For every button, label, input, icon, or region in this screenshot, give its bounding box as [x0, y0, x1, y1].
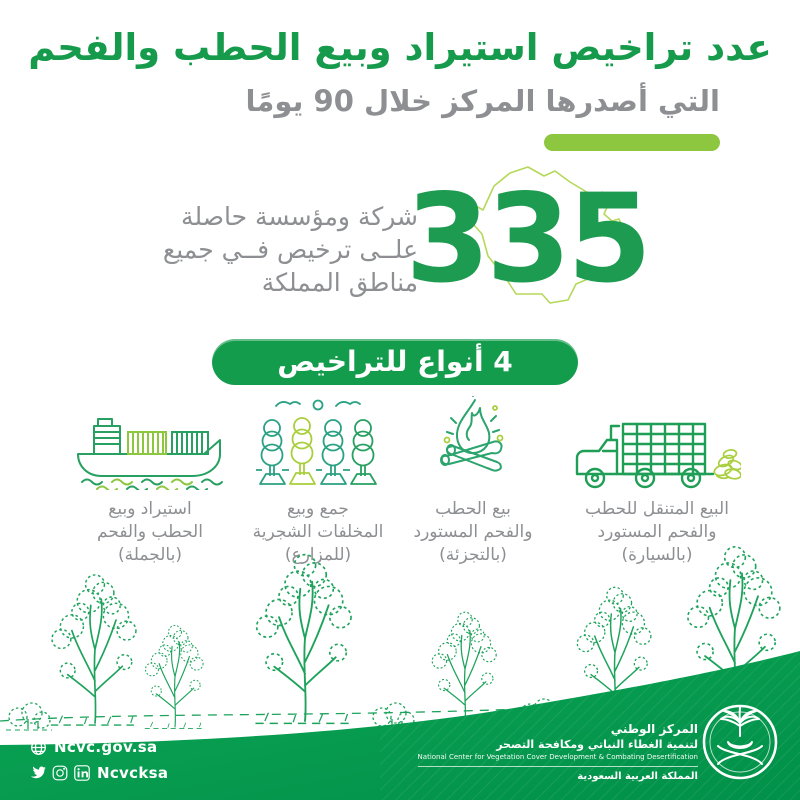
instagram-icon: [52, 765, 68, 781]
cargo-ship-icon: [70, 414, 230, 490]
footer-org-block: [418, 722, 698, 782]
pickup-truck-icon: [573, 418, 741, 490]
campfire-icon: [423, 396, 523, 490]
title-underline-bar: [544, 134, 720, 151]
org-country: المملكة العربية السعودية: [577, 771, 698, 782]
stat-description-line: علــى ترخيص فــي جميع: [162, 235, 418, 264]
linkedin-icon: [74, 765, 90, 781]
license-type-label: استيراد وبيع الحطب والفحم (بالجملة): [97, 499, 203, 565]
license-types-banner: 4 أنواع للتراخيص: [212, 339, 578, 385]
stat-description-line: شركة ومؤسسة حاصلة: [181, 202, 418, 231]
org-name-ar: لتنمية الغطاء النباتي ومكافحة التصحر: [496, 738, 698, 751]
stat-description: [163, 200, 418, 299]
org-name-ar: المركز الوطني: [610, 722, 698, 736]
social-handle: Ncvcksa: [97, 764, 169, 782]
org-name-en: National Center for Vegetation Cover Development & Combating Desertification: [417, 753, 698, 761]
footer-contact: [30, 734, 168, 786]
website-url: Ncvc.gov.sa: [54, 738, 158, 756]
license-type-wholesale: [40, 396, 260, 567]
twitter-icon: [30, 765, 46, 781]
license-type-farm-waste: [240, 396, 396, 567]
stat-value: 335: [405, 168, 648, 310]
license-type-mobile: [552, 396, 762, 567]
license-type-label: بيع الحطب والفحم المستورد (بالتجزئة): [413, 499, 533, 565]
stat-description-line: مناطق المملكة: [261, 268, 418, 297]
trees-icon: [256, 398, 380, 490]
page-title: عدد تراخيص استيراد وبيع الحطب والفحم: [28, 26, 772, 69]
globe-icon: [30, 739, 47, 756]
page-subtitle: التي أصدرها المركز خلال 90 يومًا: [245, 84, 720, 118]
ncvc-logo: [700, 702, 780, 782]
license-type-label: جمع وبيع المخلفات الشجرية (للمزارع): [252, 499, 384, 565]
footer-divider: [418, 766, 698, 767]
license-type-retail: [398, 396, 548, 567]
license-type-label: البيع المتنقل للحطب والفحم المستورد (بالسيارة): [585, 499, 729, 565]
